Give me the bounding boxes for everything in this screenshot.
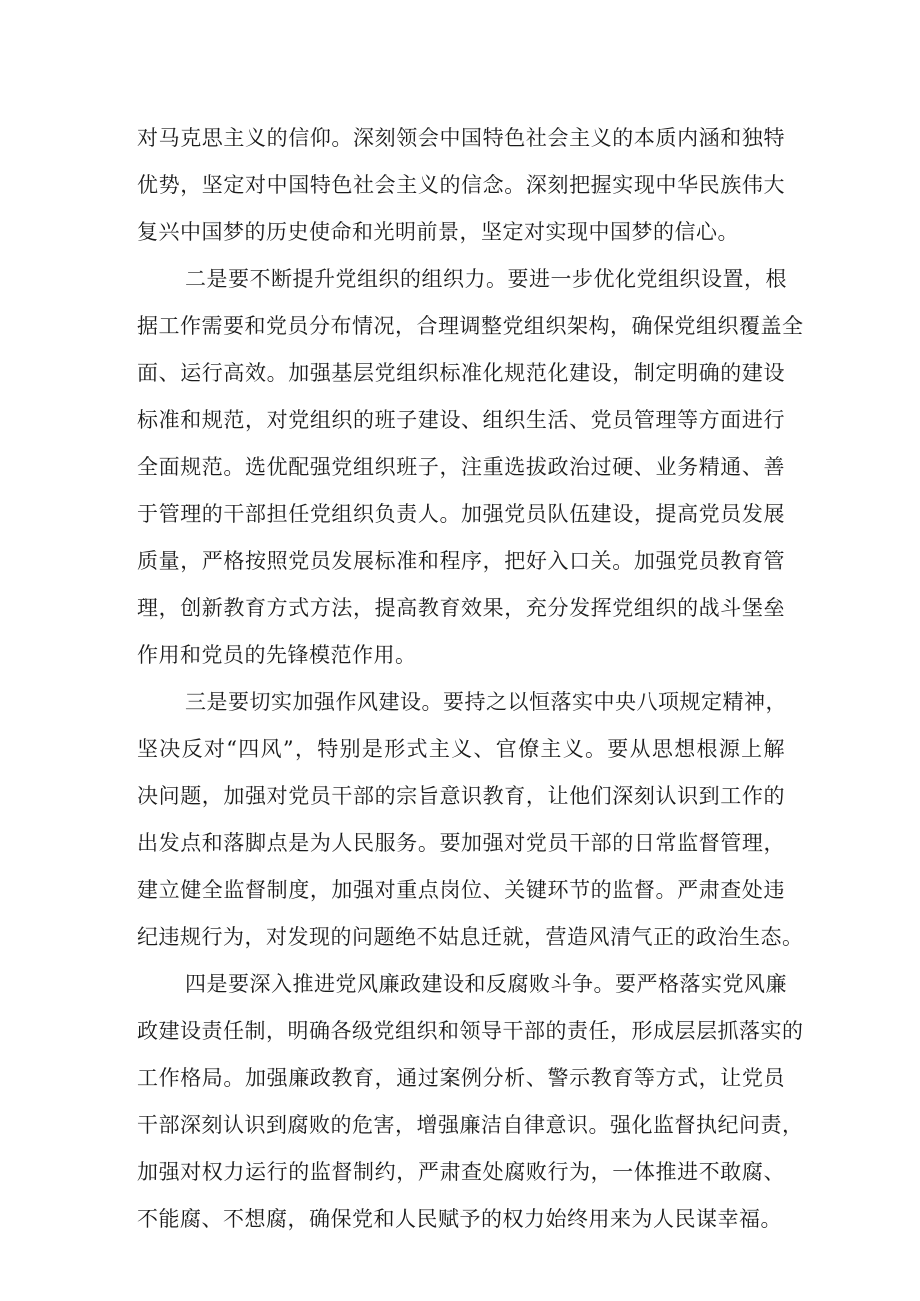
paragraph-2 <box>137 256 804 679</box>
text-line: 据工作需要和党员分布情况，合理调整党组织架构，确保党组织覆盖全 <box>137 314 804 338</box>
text-line: 标准和规范，对党组织的班子建设、组织生活、党员管理等方面进行 <box>137 408 785 432</box>
text-line: 不能腐、不想腐，确保党和人民赋予的权力始终用来为人民谋幸福。 <box>137 1207 782 1231</box>
text-line: 于管理的干部担任党组织负责人。加强党员队伍建设，提高党员发展 <box>137 502 785 526</box>
text-line: 决问题，加强对党员干部的宗旨意识教育，让他们深刻认识到工作的 <box>137 784 785 808</box>
text-line: 面、运行高效。加强基层党组织标准化规范化建设，制定明确的建设 <box>137 361 785 385</box>
text-line: 建立健全监督制度，加强对重点岗位、关键环节的监督。严肃查处违 <box>137 878 785 902</box>
text-line: 作用和党员的先锋模范作用。 <box>137 643 417 667</box>
text-line: 全面规范。选优配强党组织班子，注重选拔政治过硬、业务精通、善 <box>137 455 785 479</box>
text-line: 质量，严格按照党员发展标准和程序，把好入口关。加强党员教育管 <box>137 549 785 573</box>
document-body <box>137 115 804 1243</box>
text-line: 复兴中国梦的历史使命和光明前景，坚定对实现中国梦的信心。 <box>137 220 739 244</box>
text-line: 理，创新教育方式方法，提高教育效果，充分发挥党组织的战斗堡垒 <box>137 596 785 620</box>
text-line: 工作格局。加强廉政教育，通过案例分析、警示教育等方式，让党员 <box>137 1066 785 1090</box>
paragraph-3 <box>137 679 804 961</box>
text-line: 四是要深入推进党风廉政建设和反腐败斗争。要严格落实党风廉 <box>185 972 787 996</box>
text-line: 二是要不断提升党组织的组织力。要进一步优化党组织设置，根 <box>185 267 787 291</box>
text-line: 三是要切实加强作风建设。要持之以恒落实中央八项规定精神， <box>185 690 787 714</box>
paragraph-1 <box>137 115 785 256</box>
text-line: 优势，坚定对中国特色社会主义的信念。深刻把握实现中华民族伟大 <box>137 173 785 197</box>
text-line: 纪违规行为，对发现的问题绝不姑息迁就，营造风清气正的政治生态。 <box>137 925 804 949</box>
text-line: 出发点和落脚点是为人民服务。要加强对党员干部的日常监督管理， <box>137 831 785 855</box>
text-line: 政建设责任制，明确各级党组织和领导干部的责任，形成层层抓落实的 <box>137 1019 804 1043</box>
paragraph-4 <box>137 961 804 1243</box>
text-line: 加强对权力运行的监督制约，严肃查处腐败行为，一体推进不敢腐、 <box>137 1160 785 1184</box>
text-line: 坚决反对“四风”，特别是形式主义、官僚主义。要从思想根源上解 <box>137 737 785 761</box>
text-line: 对马克思主义的信仰。深刻领会中国特色社会主义的本质内涵和独特 <box>137 126 785 150</box>
text-line: 干部深刻认识到腐败的危害，增强廉洁自律意识。强化监督执纪问责， <box>137 1113 804 1137</box>
